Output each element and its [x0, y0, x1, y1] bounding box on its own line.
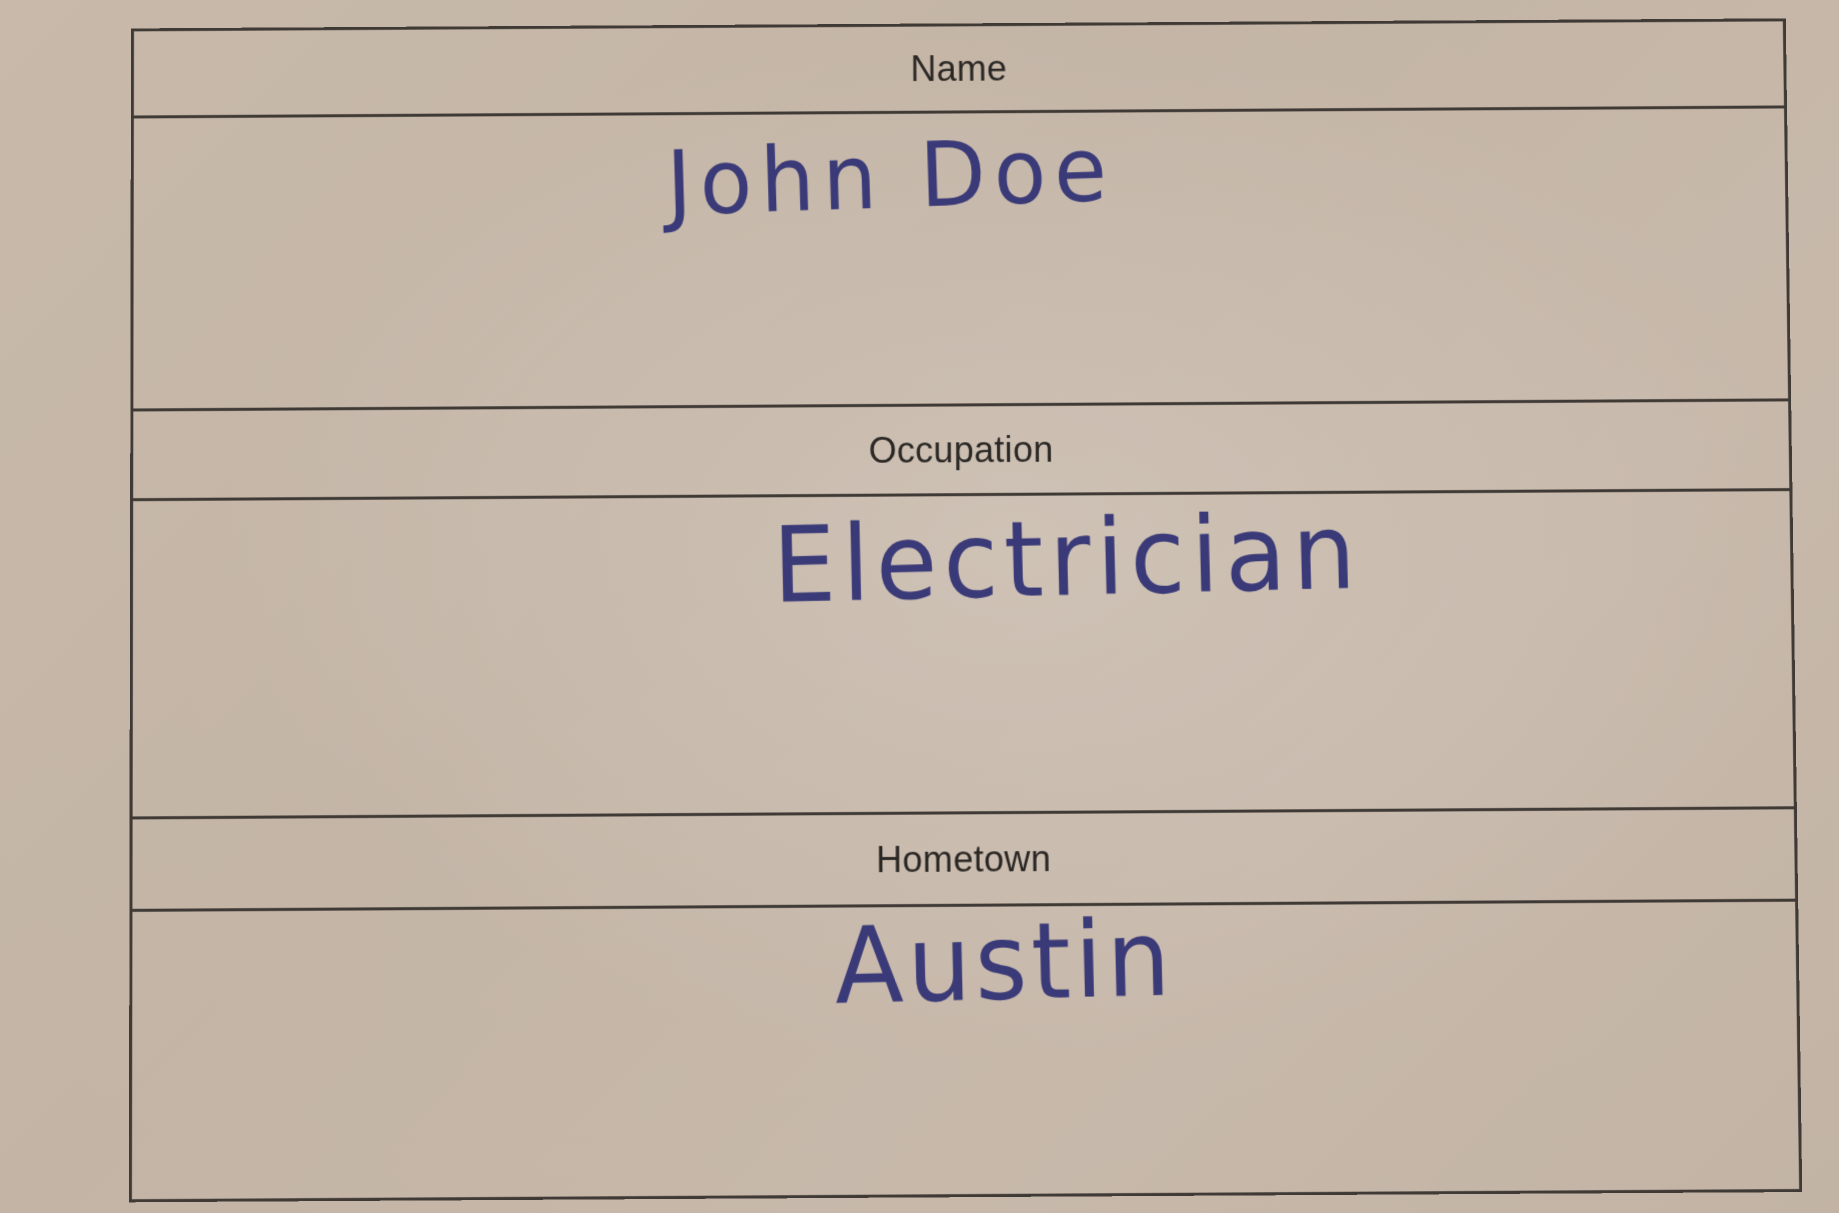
occupation-header-row [133, 401, 1789, 501]
hometown-value-cell [132, 896, 1799, 1200]
hometown-handwritten-value: Austin [833, 896, 1176, 1029]
name-header-row [134, 21, 1784, 118]
form-table [129, 18, 1802, 1202]
occupation-handwritten-value: Electrician [771, 490, 1363, 628]
name-label: Name [910, 47, 1008, 89]
hometown-header-row [132, 809, 1795, 912]
occupation-label: Occupation [868, 428, 1054, 471]
hometown-label: Hometown [875, 837, 1052, 880]
name-value-cell [133, 108, 1788, 411]
name-handwritten-value: John Doe [665, 117, 1117, 237]
occupation-value-cell [133, 491, 1794, 819]
